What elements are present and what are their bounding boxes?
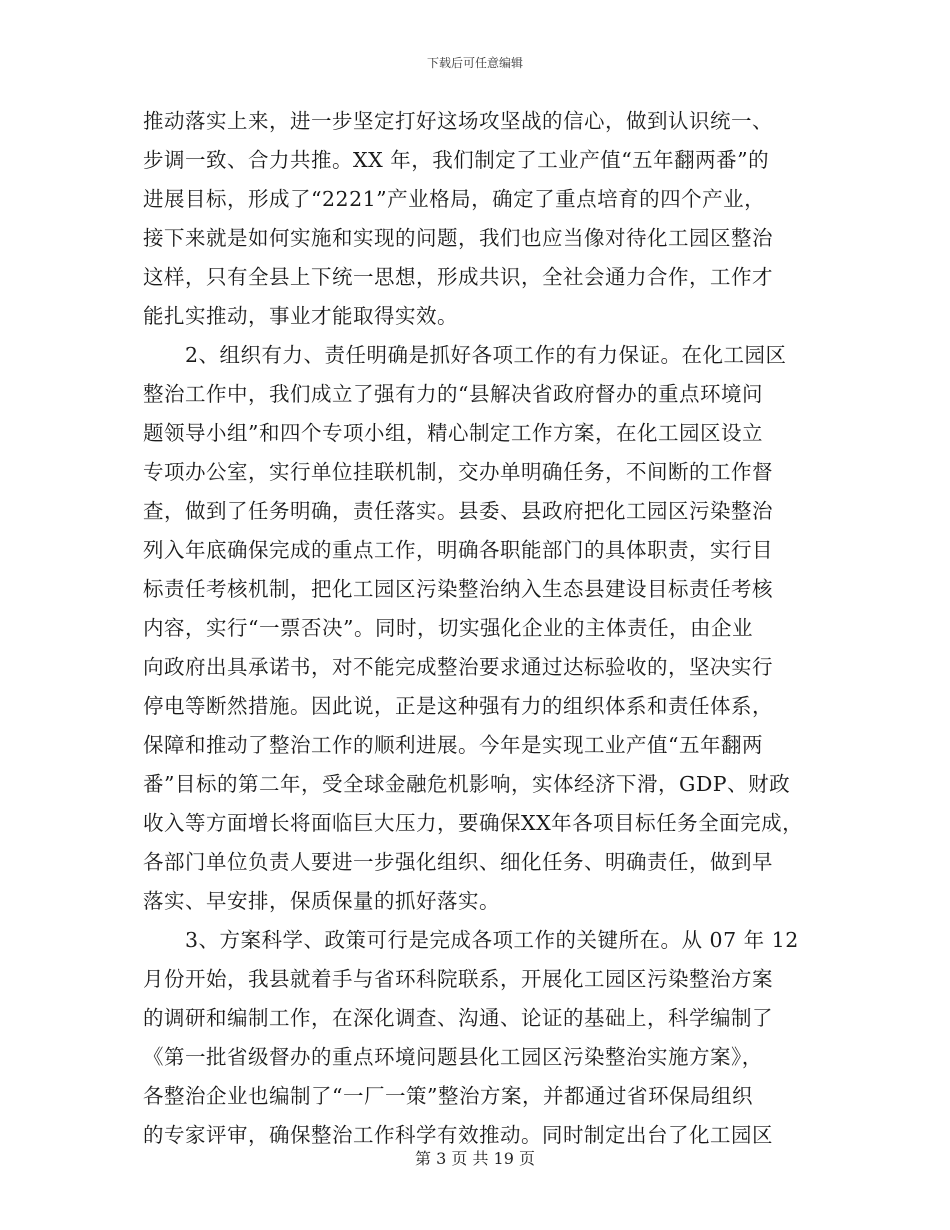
text-line: 查，做到了任务明确，责任落实。县委、县政府把化工园区污染整治	[143, 499, 773, 523]
text-line: 各整治企业也编制了“一厂一策”整治方案，并都通过省环保局组织	[143, 1084, 753, 1108]
text-line: 《第一批省级督办的重点环境问题县化工园区污染整治实施方案》，	[143, 1045, 763, 1069]
page-header-note: 下载后可任意编辑	[426, 56, 523, 70]
text-line: 进展目标，形成了“2221”产业格局，确定了重点培育的四个产业，	[143, 187, 766, 211]
text-line: 整治工作中，我们成立了强有力的“县解决省政府督办的重点环境问	[143, 382, 763, 406]
text-line: 保障和推动了整治工作的顺利进展。今年是实现工业产值“五年翻两	[143, 733, 763, 757]
text-line: 接下来就是如何实施和实现的问题，我们也应当像对待化工园区整治	[143, 226, 773, 250]
text-line: 停电等断然措施。因此说，正是这种强有力的组织体系和责任体系，	[143, 694, 773, 718]
text-line: 推动落实上来，进一步坚定打好这场攻坚战的信心，做到认识统一、	[143, 109, 773, 133]
text-line: 向政府出具承诺书，对不能完成整治要求通过达标验收的，坚决实行	[143, 655, 773, 679]
text-line: 题领导小组”和四个专项小组，精心制定工作方案，在化工园区设立	[143, 421, 763, 445]
text-line: 收入等方面增长将面临巨大压力，要确保XX年各项目标任务全面完成，	[143, 811, 804, 835]
text-line: 标责任考核机制，把化工园区污染整治纳入生态县建设目标责任考核	[143, 577, 773, 601]
document-body	[143, 102, 823, 1155]
page-number: 第 3 页 共 19 页	[415, 1149, 535, 1168]
text-line: 能扎实推动，事业才能取得实效。	[143, 304, 458, 328]
text-line: 3、方案科学、政策可行是完成各项工作的关键所在。从 07 年 12	[185, 928, 799, 952]
text-line: 月份开始，我县就着手与省环科院联系，开展化工园区污染整治方案	[143, 967, 773, 991]
text-line: 番”目标的第二年，受全球金融危机影响，实体经济下滑，GDP、财政	[143, 772, 791, 796]
text-line: 各部门单位负责人要进一步强化组织、细化任务、明确责任，做到早	[143, 850, 773, 874]
text-line: 专项办公室，实行单位挂联机制，交办单明确任务，不间断的工作督	[143, 460, 773, 484]
text-line: 列入年底确保完成的重点工作，明确各职能部门的具体职责，实行目	[143, 538, 773, 562]
text-line: 的专家评审，确保整治工作科学有效推动。同时制定出台了化工园区	[143, 1123, 773, 1147]
text-line: 落实、早安排，保质保量的抓好落实。	[143, 889, 500, 913]
text-line: 步调一致、合力共推。XX 年，我们制定了工业产值“五年翻两番”的	[143, 148, 770, 172]
text-line: 内容，实行“一票否决”。同时，切实强化企业的主体责任，由企业	[143, 616, 753, 640]
text-line: 2、组织有力、责任明确是抓好各项工作的有力保证。在化工园区	[185, 343, 787, 367]
text-line: 的调研和编制工作，在深化调查、沟通、论证的基础上，科学编制了	[143, 1006, 773, 1030]
text-line: 这样，只有全县上下统一思想，形成共识，全社会通力合作，工作才	[143, 265, 773, 289]
